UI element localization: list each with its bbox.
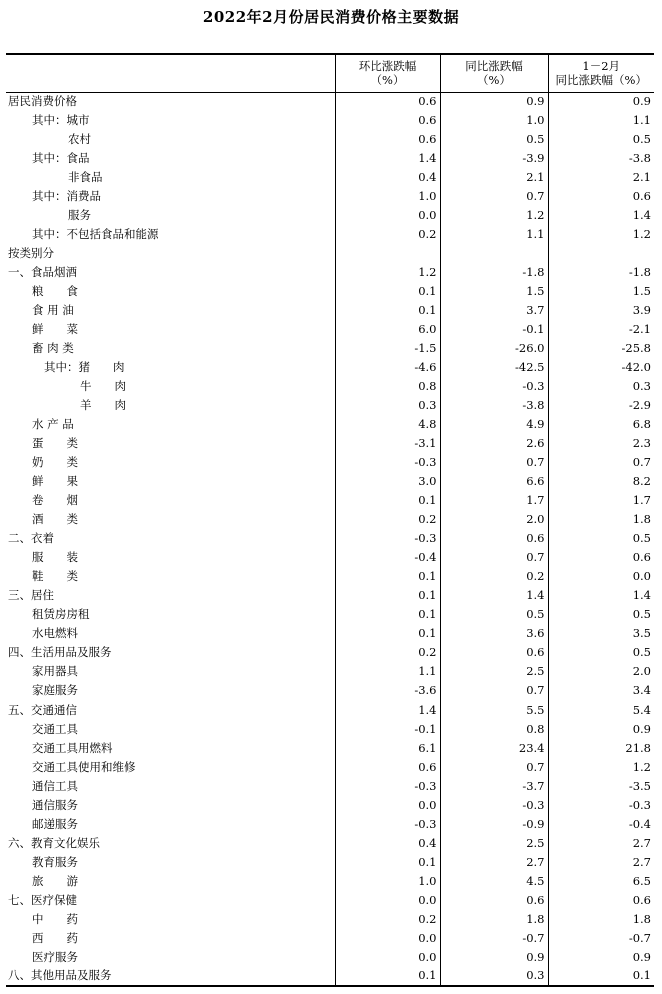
table-row [6, 187, 654, 206]
cell-mom: 0.0 [335, 796, 440, 815]
row-label: 水电燃料 [32, 626, 78, 641]
row-label-cell [6, 529, 335, 548]
cell-yoy: 3.6 [440, 624, 548, 643]
cell-ytd: -2.9 [548, 396, 654, 415]
cell-yoy: 0.7 [440, 187, 548, 206]
row-label: 其中：消费品 [32, 189, 101, 204]
row-label: 三、居住 [8, 588, 54, 603]
cell-ytd: 3.4 [548, 681, 654, 700]
cell-mom [335, 244, 440, 263]
cell-yoy: 1.4 [440, 586, 548, 605]
row-label-cell [6, 339, 335, 358]
cell-ytd: -3.5 [548, 777, 654, 796]
row-label-cell [6, 491, 335, 510]
cell-yoy: -3.8 [440, 396, 548, 415]
cell-yoy: 0.6 [440, 529, 548, 548]
cell-ytd: 0.5 [548, 130, 654, 149]
row-label-cell [6, 853, 335, 872]
cell-mom: 1.0 [335, 872, 440, 891]
row-label: 按类别分 [8, 246, 54, 261]
row-label: 其中：不包括食品和能源 [32, 227, 159, 242]
row-label-cell [6, 301, 335, 320]
table-row [6, 282, 654, 301]
cell-ytd: 0.5 [548, 643, 654, 662]
row-label-cell [6, 777, 335, 796]
table-row [6, 605, 654, 624]
cell-yoy: 0.6 [440, 643, 548, 662]
table-header-row [6, 54, 654, 92]
cell-mom: 0.1 [335, 586, 440, 605]
row-label: 通信服务 [32, 797, 78, 812]
cell-yoy: 1.0 [440, 111, 548, 130]
cell-mom: -0.3 [335, 815, 440, 834]
cell-yoy: 1.5 [440, 282, 548, 301]
cell-ytd: -0.4 [548, 815, 654, 834]
row-label-cell [6, 758, 335, 777]
row-label-cell [6, 149, 335, 168]
table-row [6, 225, 654, 244]
cell-ytd: 2.7 [548, 834, 654, 853]
cell-mom: 0.3 [335, 396, 440, 415]
row-label-cell [6, 320, 335, 339]
cell-mom: 0.2 [335, 910, 440, 929]
row-label-cell [6, 263, 335, 282]
table-row [6, 739, 654, 758]
cell-yoy: 5.5 [440, 701, 548, 720]
cell-mom: 0.4 [335, 168, 440, 187]
row-label-cell [6, 929, 335, 948]
header-ytd-line1: 1－2月 [582, 59, 621, 74]
table-row [6, 758, 654, 777]
cell-yoy: -42.5 [440, 358, 548, 377]
cell-mom: 0.4 [335, 834, 440, 853]
cell-mom: -0.3 [335, 529, 440, 548]
header-ytd [548, 54, 654, 92]
row-label: 卷 烟 [32, 493, 78, 508]
table-row [6, 662, 654, 681]
table-row [6, 624, 654, 643]
cell-ytd: 2.1 [548, 168, 654, 187]
row-label: 服 装 [32, 550, 78, 565]
cell-ytd: 2.3 [548, 434, 654, 453]
cell-ytd: 5.4 [548, 701, 654, 720]
row-label: 西 药 [32, 930, 78, 945]
header-yoy [440, 54, 548, 92]
cell-mom: 0.1 [335, 301, 440, 320]
cell-yoy: 3.7 [440, 301, 548, 320]
table-row [6, 853, 654, 872]
row-label: 旅 游 [32, 873, 78, 888]
row-label: 七、医疗保健 [8, 892, 77, 907]
row-label: 一、食品烟酒 [8, 265, 77, 280]
row-label-cell [6, 396, 335, 415]
table-row [6, 643, 654, 662]
cell-ytd: 2.7 [548, 853, 654, 872]
cell-ytd: 0.9 [548, 720, 654, 739]
cell-yoy: 0.2 [440, 567, 548, 586]
table-row [6, 872, 654, 891]
table-row [6, 206, 654, 225]
cell-yoy: 0.7 [440, 453, 548, 472]
cell-ytd: 1.5 [548, 282, 654, 301]
cell-ytd: -0.3 [548, 796, 654, 815]
cell-mom: 0.2 [335, 510, 440, 529]
cell-ytd: 0.3 [548, 377, 654, 396]
row-label-cell [6, 739, 335, 758]
cell-mom: 0.1 [335, 967, 440, 986]
cell-ytd: 0.5 [548, 529, 654, 548]
row-label: 鞋 类 [32, 569, 78, 584]
table-row [6, 586, 654, 605]
row-label-cell [6, 206, 335, 225]
table-row [6, 510, 654, 529]
table-row [6, 339, 654, 358]
row-label-cell [6, 662, 335, 681]
cell-yoy: 1.2 [440, 206, 548, 225]
table-row [6, 929, 654, 948]
table-row [6, 434, 654, 453]
cell-mom: 3.0 [335, 472, 440, 491]
table-body [6, 92, 654, 986]
cell-mom: 1.4 [335, 701, 440, 720]
header-yoy-line1: 同比涨跌幅 [465, 59, 523, 74]
table-row [6, 834, 654, 853]
cell-ytd: 1.4 [548, 206, 654, 225]
table-row [6, 149, 654, 168]
cell-yoy: 2.6 [440, 434, 548, 453]
cell-yoy: 4.5 [440, 872, 548, 891]
cell-ytd: 0.1 [548, 967, 654, 986]
row-label-cell [6, 891, 335, 910]
cell-ytd: 1.8 [548, 910, 654, 929]
cell-ytd: 0.5 [548, 605, 654, 624]
row-label-cell [6, 130, 335, 149]
row-label: 农村 [68, 132, 91, 147]
cell-ytd: 0.6 [548, 548, 654, 567]
cell-yoy: 4.9 [440, 415, 548, 434]
cell-ytd: 0.6 [548, 891, 654, 910]
cell-ytd: -1.8 [548, 263, 654, 282]
cell-ytd: 0.7 [548, 453, 654, 472]
row-label-cell [6, 567, 335, 586]
cell-mom: 0.1 [335, 605, 440, 624]
row-label: 鲜 果 [32, 474, 78, 489]
cell-mom: -3.6 [335, 681, 440, 700]
row-label-cell [6, 948, 335, 967]
row-label: 交通工具使用和维修 [32, 759, 136, 774]
row-label-cell [6, 415, 335, 434]
cell-ytd: -3.8 [548, 149, 654, 168]
cell-ytd: 21.8 [548, 739, 654, 758]
cell-yoy: -3.9 [440, 149, 548, 168]
table-row [6, 548, 654, 567]
row-label-cell [6, 834, 335, 853]
table-row [6, 529, 654, 548]
row-label: 通信工具 [32, 778, 78, 793]
row-label: 水 产 品 [32, 417, 74, 432]
table-row [6, 910, 654, 929]
row-label-cell [6, 358, 335, 377]
row-label: 四、生活用品及服务 [8, 645, 112, 660]
table-row [6, 168, 654, 187]
row-label-cell [6, 377, 335, 396]
cell-yoy: 1.1 [440, 225, 548, 244]
row-label: 其中：猪 肉 [44, 360, 125, 375]
cell-mom: 0.2 [335, 225, 440, 244]
table-row [6, 92, 654, 111]
cell-ytd: 0.9 [548, 92, 654, 111]
cell-yoy: -0.3 [440, 796, 548, 815]
cell-yoy: 0.9 [440, 92, 548, 111]
cell-yoy: 0.6 [440, 891, 548, 910]
cell-ytd: 1.7 [548, 491, 654, 510]
row-label-cell [6, 244, 335, 263]
table-row [6, 948, 654, 967]
row-label-cell [6, 282, 335, 301]
row-label: 八、其他用品及服务 [8, 968, 112, 983]
cell-ytd: -2.1 [548, 320, 654, 339]
cell-ytd: -0.7 [548, 929, 654, 948]
row-label: 交通工具用燃料 [32, 740, 113, 755]
cell-ytd: -42.0 [548, 358, 654, 377]
cell-ytd: 1.2 [548, 758, 654, 777]
cell-yoy: 0.5 [440, 130, 548, 149]
page-title: 2022年2月份居民消费价格主要数据 [202, 8, 460, 26]
cell-mom: 0.0 [335, 948, 440, 967]
cell-mom: 0.6 [335, 758, 440, 777]
cell-yoy: 2.1 [440, 168, 548, 187]
row-label-cell [6, 453, 335, 472]
table-row [6, 320, 654, 339]
cell-yoy: -3.7 [440, 777, 548, 796]
cell-mom: 1.0 [335, 187, 440, 206]
table-row [6, 111, 654, 130]
cell-yoy: -0.7 [440, 929, 548, 948]
row-label: 家用器具 [32, 664, 78, 679]
cell-mom: -0.1 [335, 720, 440, 739]
cell-yoy [440, 244, 548, 263]
cell-yoy: 1.7 [440, 491, 548, 510]
row-label-cell [6, 796, 335, 815]
cell-yoy: 1.8 [440, 910, 548, 929]
row-label: 奶 类 [32, 455, 78, 470]
row-label: 二、衣着 [8, 531, 54, 546]
row-label: 六、教育文化娱乐 [8, 835, 100, 850]
cell-mom: 0.1 [335, 853, 440, 872]
cell-yoy: 6.6 [440, 472, 548, 491]
row-label-cell [6, 92, 335, 111]
cell-ytd: -25.8 [548, 339, 654, 358]
cell-mom: 1.4 [335, 149, 440, 168]
cell-mom: 0.1 [335, 624, 440, 643]
cell-mom: 0.2 [335, 643, 440, 662]
row-label: 中 药 [32, 911, 78, 926]
table-row [6, 567, 654, 586]
cell-ytd: 0.0 [548, 567, 654, 586]
cell-yoy: -0.3 [440, 377, 548, 396]
table-row [6, 815, 654, 834]
cell-ytd: 0.6 [548, 187, 654, 206]
cell-mom: 6.1 [335, 739, 440, 758]
row-label: 粮 食 [32, 284, 78, 299]
table-row [6, 891, 654, 910]
cell-mom: 0.1 [335, 491, 440, 510]
header-mom-line1: 环比涨跌幅 [358, 59, 417, 74]
cell-ytd [548, 244, 654, 263]
table-row [6, 967, 654, 986]
cell-ytd: 1.2 [548, 225, 654, 244]
cell-yoy: 23.4 [440, 739, 548, 758]
cell-mom: 1.1 [335, 662, 440, 681]
cell-mom: 0.6 [335, 111, 440, 130]
row-label-cell [6, 586, 335, 605]
table-row [6, 377, 654, 396]
row-label-cell [6, 967, 335, 986]
cell-mom: 0.1 [335, 567, 440, 586]
row-label: 酒 类 [32, 512, 78, 527]
table-row [6, 491, 654, 510]
row-label: 蛋 类 [32, 436, 78, 451]
cell-mom: 0.0 [335, 206, 440, 225]
row-label-cell [6, 643, 335, 662]
table-row [6, 796, 654, 815]
table-row [6, 130, 654, 149]
cell-mom: -1.5 [335, 339, 440, 358]
cell-ytd: 0.9 [548, 948, 654, 967]
table-row [6, 263, 654, 282]
row-label-cell [6, 605, 335, 624]
header-mom-line2: （%） [370, 73, 405, 88]
cell-ytd: 3.5 [548, 624, 654, 643]
table-row [6, 472, 654, 491]
cell-yoy: 0.3 [440, 967, 548, 986]
row-label: 牛 肉 [80, 379, 126, 394]
row-label: 教育服务 [32, 854, 78, 869]
row-label-cell [6, 434, 335, 453]
table-row [6, 777, 654, 796]
header-ytd-line2: 同比涨跌幅（%） [555, 73, 647, 88]
cell-ytd: 1.1 [548, 111, 654, 130]
row-label-cell [6, 624, 335, 643]
row-label: 医疗服务 [32, 949, 78, 964]
cell-yoy: 0.9 [440, 948, 548, 967]
cell-ytd: 1.4 [548, 586, 654, 605]
cell-mom: -0.3 [335, 777, 440, 796]
row-label: 非食品 [68, 170, 103, 185]
cell-yoy: -0.9 [440, 815, 548, 834]
cell-yoy: 0.5 [440, 605, 548, 624]
cell-mom: -3.1 [335, 434, 440, 453]
cell-mom: 1.2 [335, 263, 440, 282]
cell-yoy: -26.0 [440, 339, 548, 358]
row-label-cell [6, 872, 335, 891]
row-label-cell [6, 701, 335, 720]
cell-ytd: 3.9 [548, 301, 654, 320]
cell-ytd: 2.0 [548, 662, 654, 681]
table-row [6, 396, 654, 415]
cell-yoy: 2.5 [440, 662, 548, 681]
row-label: 其中：城市 [32, 113, 90, 128]
cpi-table [6, 53, 654, 987]
row-label: 羊 肉 [80, 398, 126, 413]
cell-mom: -0.3 [335, 453, 440, 472]
cell-ytd: 8.2 [548, 472, 654, 491]
cell-mom: 0.0 [335, 929, 440, 948]
cell-yoy: 0.7 [440, 548, 548, 567]
cell-yoy: 2.7 [440, 853, 548, 872]
table-row [6, 244, 654, 263]
row-label-cell [6, 548, 335, 567]
cell-yoy: -0.1 [440, 320, 548, 339]
cell-ytd: 6.5 [548, 872, 654, 891]
row-label-cell [6, 720, 335, 739]
cell-mom: -4.6 [335, 358, 440, 377]
row-label: 交通工具 [32, 721, 78, 736]
row-label: 食 用 油 [32, 303, 74, 318]
row-label-cell [6, 187, 335, 206]
table-row [6, 453, 654, 472]
row-label: 畜 肉 类 [32, 341, 74, 356]
cell-mom: -0.4 [335, 548, 440, 567]
header-category [6, 54, 335, 92]
cell-mom: 6.0 [335, 320, 440, 339]
cell-mom: 0.0 [335, 891, 440, 910]
table-row [6, 301, 654, 320]
row-label-cell [6, 111, 335, 130]
row-label: 五、交通通信 [8, 702, 77, 717]
row-label: 家庭服务 [32, 683, 78, 698]
cell-yoy: 0.7 [440, 681, 548, 700]
cell-yoy: 0.8 [440, 720, 548, 739]
row-label: 鲜 菜 [32, 322, 78, 337]
header-yoy-line2: （%） [477, 73, 511, 88]
row-label: 邮递服务 [32, 816, 78, 831]
row-label-cell [6, 815, 335, 834]
cell-mom: 4.8 [335, 415, 440, 434]
table-row [6, 720, 654, 739]
cell-mom: 0.1 [335, 282, 440, 301]
header-mom [335, 54, 440, 92]
row-label: 服务 [68, 208, 91, 223]
cell-yoy: -1.8 [440, 263, 548, 282]
cell-yoy: 0.7 [440, 758, 548, 777]
row-label-cell [6, 168, 335, 187]
table-row [6, 701, 654, 720]
cell-ytd: 1.8 [548, 510, 654, 529]
row-label: 居民消费价格 [8, 94, 77, 109]
cell-mom: 0.6 [335, 92, 440, 111]
cell-ytd: 6.8 [548, 415, 654, 434]
cell-mom: 0.8 [335, 377, 440, 396]
row-label-cell [6, 472, 335, 491]
table-row [6, 681, 654, 700]
row-label-cell [6, 681, 335, 700]
cell-yoy: 2.5 [440, 834, 548, 853]
table-row [6, 415, 654, 434]
cell-yoy: 2.0 [440, 510, 548, 529]
row-label: 其中：食品 [32, 151, 90, 166]
row-label-cell [6, 910, 335, 929]
row-label-cell [6, 225, 335, 244]
table-row [6, 358, 654, 377]
row-label-cell [6, 510, 335, 529]
cell-mom: 0.6 [335, 130, 440, 149]
row-label: 租赁房房租 [32, 607, 90, 622]
